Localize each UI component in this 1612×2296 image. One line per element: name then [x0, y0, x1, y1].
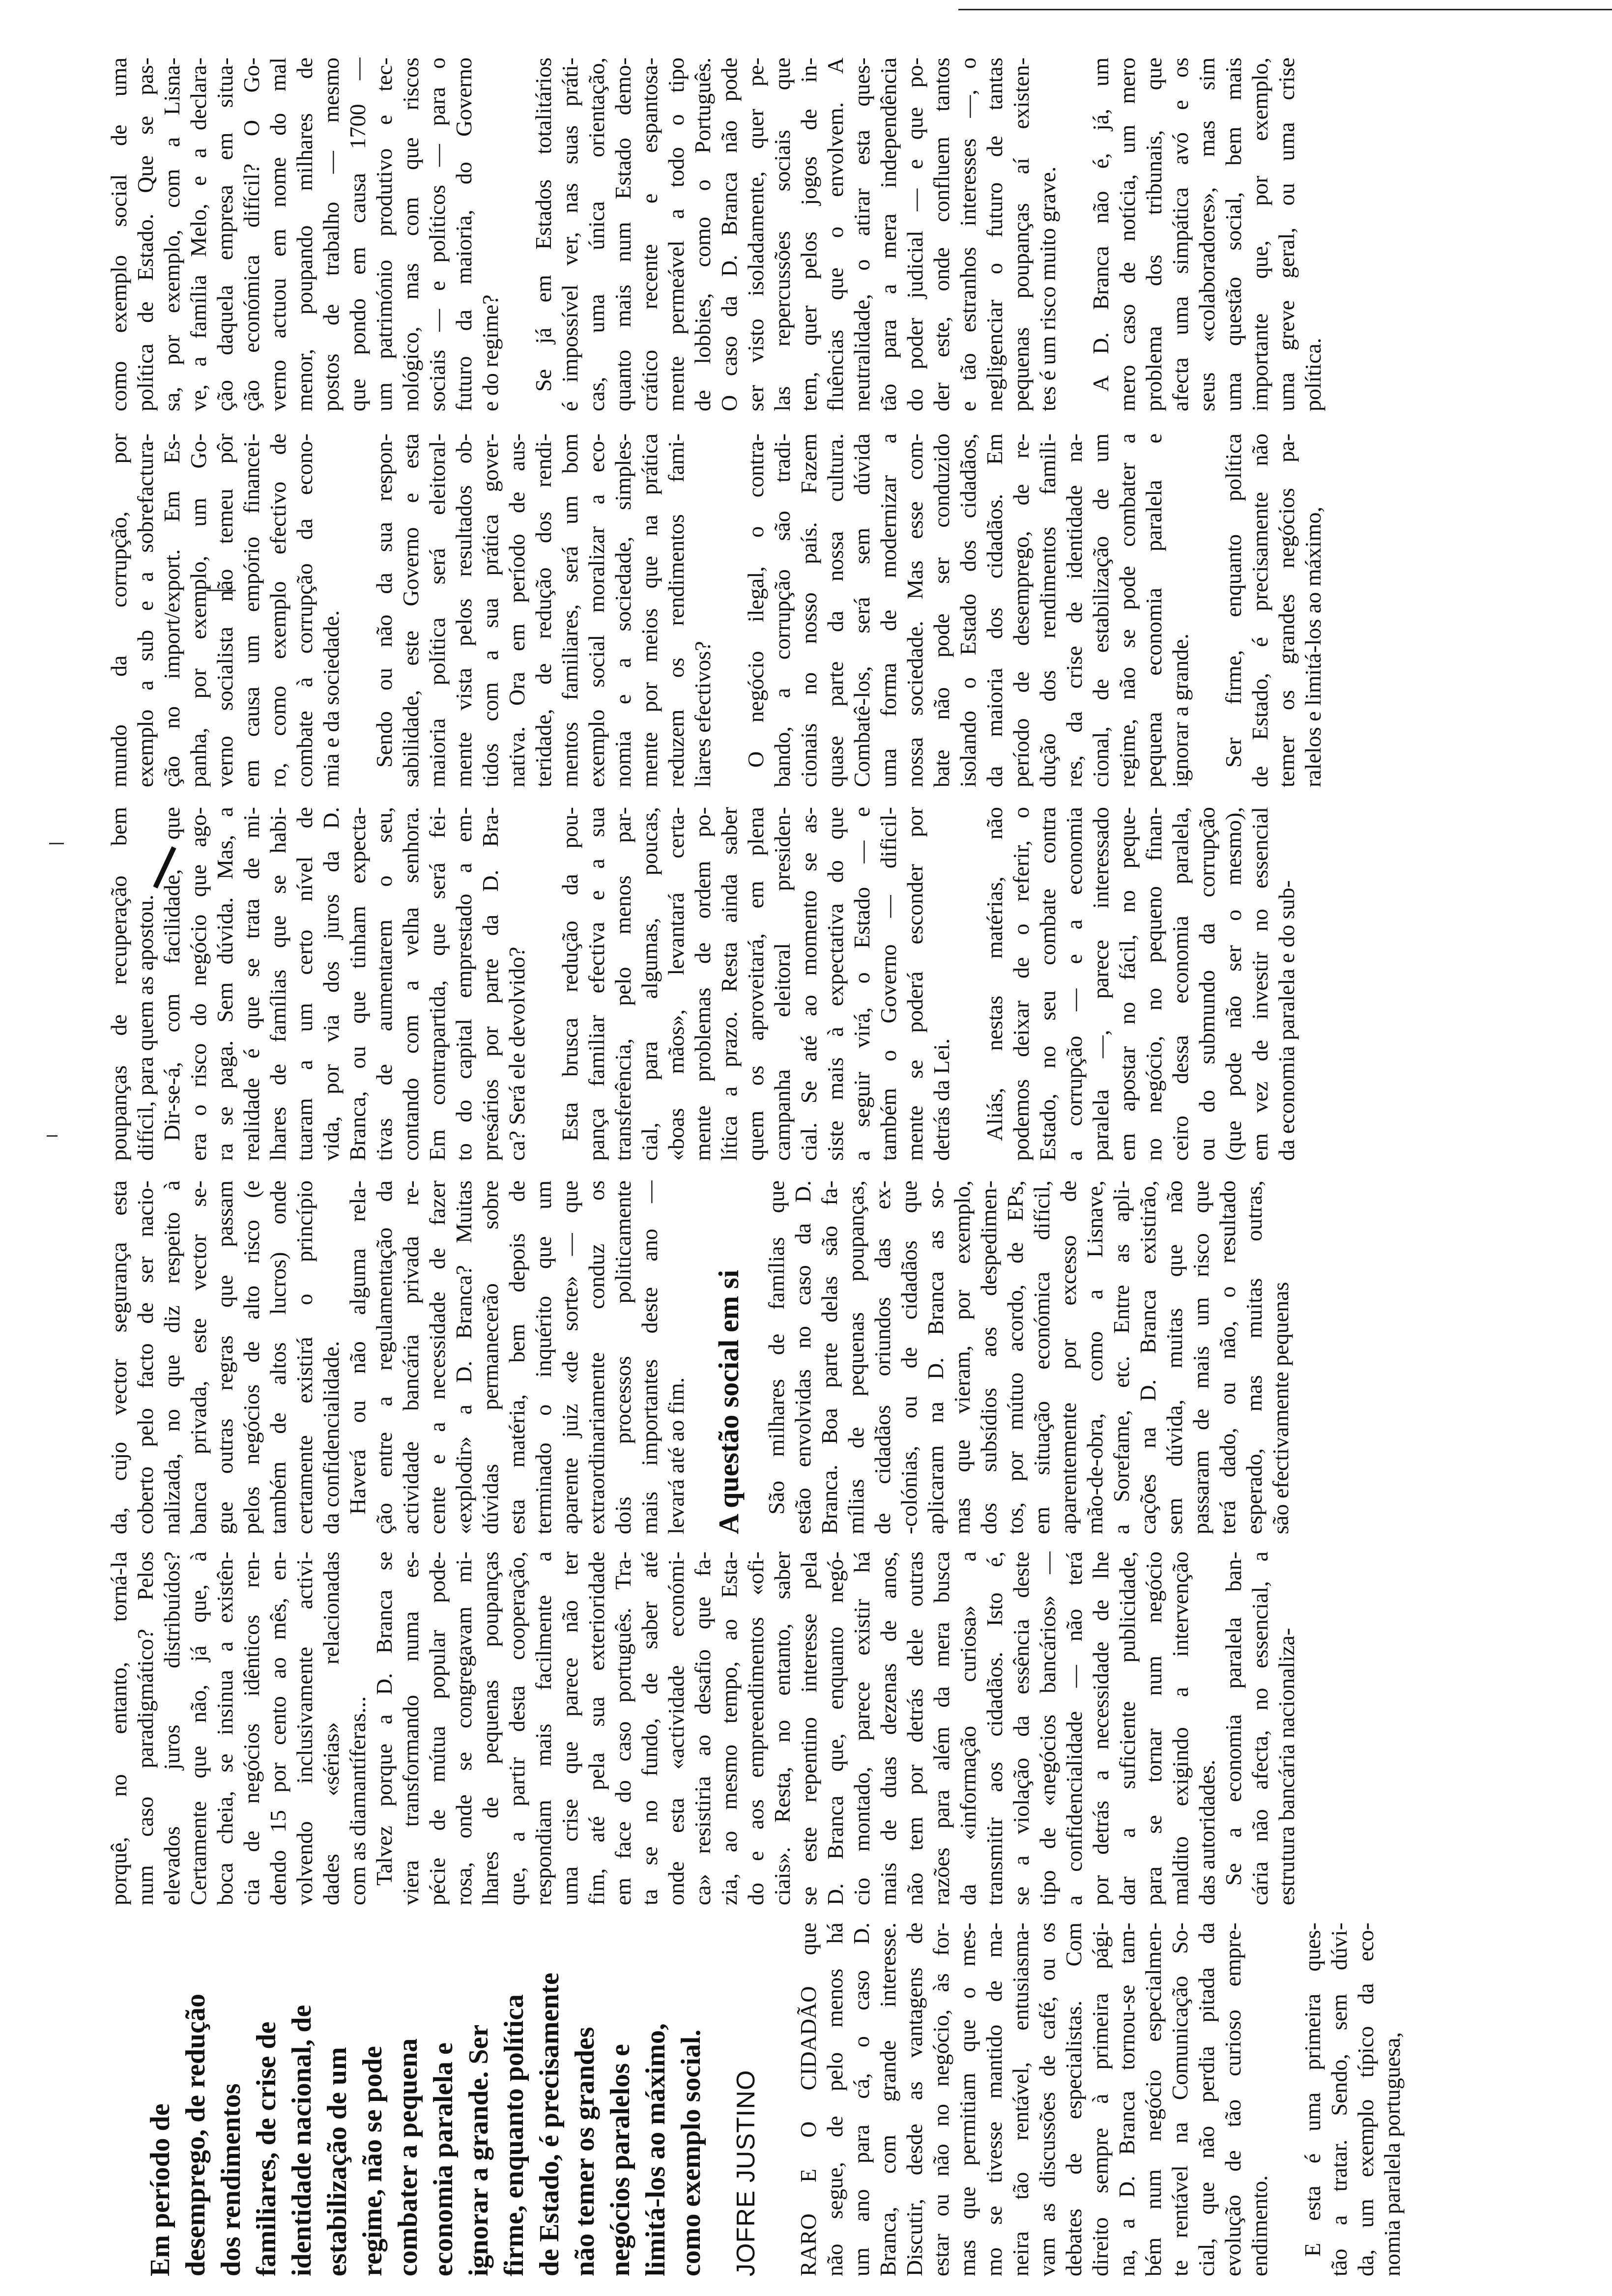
article-column-6: [106, 57, 1326, 411]
text-line: presários por parte da D. Bra-: [478, 807, 503, 1161]
text-line: isolando o Estado dos cidadãos,: [955, 433, 980, 787]
text-line: realidade é que se trata de mi-: [239, 807, 264, 1161]
text-line: coberto pelo facto de ser nacio-: [133, 1180, 158, 1534]
text-line: regime, não se pode: [357, 2046, 388, 2276]
text-line: dois processos politicamente: [610, 1180, 635, 1534]
text-line: dos subsídios aos despedimen-: [976, 1180, 1001, 1534]
text-line: bém num negócio especialmen-: [1141, 1923, 1166, 2276]
article-column-5: [106, 433, 1326, 787]
text-line: Branca. Boa parte delas são fa-: [817, 1180, 842, 1534]
text-line: São milhares de famílias que: [764, 1180, 789, 1515]
author-byline: [726, 1923, 766, 2276]
text-line: é impossível ver, nas suas práti-: [557, 57, 582, 411]
text-line: D. Branca que, enquanto negó-: [823, 1551, 848, 1905]
text-line: ralelos e limitá-los ao máximo,: [1300, 506, 1325, 787]
text-line: pança familiar efectiva e a sua: [584, 807, 609, 1161]
text-line: poupanças de recuperação bem: [106, 807, 131, 1161]
text-line: estar ou não no negócio, às for-: [928, 1923, 953, 2276]
text-line: ção no import/export. Em Es-: [159, 433, 184, 787]
text-line: ser visto isoladamente, quer pe-: [743, 57, 768, 411]
article-column-2: [106, 1551, 1300, 1905]
text-line: período de desemprego, de re-: [1008, 433, 1034, 787]
text-line: mais importantes deste ano —: [637, 1180, 662, 1534]
text-line: política.: [1300, 338, 1325, 411]
text-line: nossa sociedade. Mas esse com-: [902, 433, 927, 787]
text-line: A questão social em si: [713, 1269, 745, 1534]
text-line: temer os grandes negócios pa-: [1274, 433, 1299, 787]
text-line: elevados juros distribuídos?: [159, 1551, 184, 1905]
text-line: Certamente que não, já que, à: [186, 1551, 211, 1905]
text-line: que pondo em causa 1700 —: [345, 57, 370, 411]
text-line: Aliás, nestas matérias, não: [982, 807, 1007, 1141]
text-line: mo se tivesse mantido de ma-: [981, 1923, 1007, 2276]
text-line: difícil, para quem as apostou.: [133, 894, 158, 1161]
text-line: certamente existirá o princípio: [292, 1180, 317, 1534]
text-line: dução dos rendimentos famili-: [1035, 433, 1060, 787]
text-line: dos rendimentos: [216, 2083, 246, 2276]
text-line: ção económica difícil? O Go-: [239, 57, 264, 411]
text-line: Combatê-los, será sem dúvida: [849, 433, 874, 787]
text-line: cial, que não perdia pitada da: [1194, 1923, 1219, 2276]
text-line: a confidencialidade — não terá: [1062, 1551, 1087, 1905]
text-line: aplicaram na D. Branca as so-: [923, 1180, 948, 1534]
text-line: nalizada, no que diz respeito à: [159, 1180, 184, 1534]
text-line: importante que, por exemplo,: [1247, 57, 1272, 411]
text-line: a seguir virá, o Estado — e: [849, 807, 874, 1161]
article-column-1: [143, 1923, 1406, 2276]
text-line: liares efectivos?: [690, 641, 715, 787]
text-line: para se tornar num negócio: [1141, 1551, 1166, 1905]
text-line: terminado o inquérito que um: [531, 1180, 556, 1534]
text-line: sem dúvida, muitas que não: [1162, 1180, 1187, 1534]
paragraph: [106, 1180, 345, 1534]
text-line: esperado, mas muitas outras,: [1241, 1180, 1267, 1534]
text-line: uma questão social, bem mais: [1221, 57, 1246, 411]
text-line: panha, por exemplo, um Go-: [186, 433, 211, 787]
text-line: estabilização de um: [322, 2047, 352, 2276]
text-line: fluências que o envolvem. A: [823, 57, 848, 411]
text-line: viera transformando numa es-: [398, 1551, 423, 1905]
paragraph: [1088, 57, 1326, 411]
text-line: Dir-se-á, com facilidade, que: [159, 807, 184, 1141]
text-line: não segue, de pelo menos há: [822, 1923, 847, 2276]
text-line: em causa um empório financei-: [239, 433, 264, 787]
text-line: Em contrapartida, que será fei-: [425, 807, 450, 1161]
paragraph: [106, 1551, 371, 1905]
paragraph: [743, 433, 1194, 787]
text-line: cial. Se até ao momento se as-: [796, 807, 821, 1161]
text-line: contando com a velha senhora.: [398, 807, 423, 1161]
text-line: mente permeável a todo o tipo: [663, 57, 689, 411]
paragraph: [159, 807, 530, 1161]
text-line: de Estado, é precisamente: [534, 1973, 565, 2276]
text-line: «boas mãos», levantará certa-: [663, 807, 689, 1161]
text-line: mundo da corrupção, por: [106, 433, 131, 787]
text-line: desemprego, de redução: [180, 1994, 211, 2276]
text-line: esta matéria, bem depois de: [504, 1180, 529, 1534]
text-line: verno socialista não temeu pôr: [212, 433, 237, 787]
paragraph: [1220, 433, 1326, 787]
text-line: nomia paralela portuguesa,: [1380, 2032, 1405, 2276]
text-line: volvendo inclusivamente activi-: [292, 1551, 317, 1905]
text-line: Se já em Estados totalitários: [531, 57, 556, 392]
text-line: por detrás a necessidade de lhe: [1088, 1551, 1113, 1905]
text-line: boca cheia, se insinua a existên-: [212, 1551, 237, 1905]
text-line: se a violação da essência deste: [1008, 1551, 1034, 1905]
text-line: actividade bancária privada re-: [398, 1180, 423, 1534]
text-line: RARO E O CIDADÃO que: [796, 1923, 821, 2276]
text-line: O negócio ilegal, o contra-: [743, 433, 768, 768]
paragraph: [981, 807, 1300, 1161]
text-line: ta se no fundo, de saber até: [637, 1551, 662, 1905]
text-line: Sendo ou não da sua respon-: [372, 433, 397, 768]
text-line: (que pode não ser o mesmo),: [1221, 807, 1246, 1161]
text-line: a corrupção — e a economia: [1062, 807, 1087, 1161]
text-line: transferência, pelo menos par-: [610, 807, 635, 1161]
text-line: economia paralela e: [428, 2042, 459, 2276]
text-line: de Estado, é precisamente não: [1247, 433, 1272, 787]
text-line: ignorar a grande.: [1168, 633, 1193, 787]
text-line: der este, onde confluem tantos: [929, 57, 954, 411]
text-line: E esta é uma primeira ques-: [1300, 1923, 1325, 2257]
text-line: ignorar a grande. Ser: [463, 2024, 494, 2276]
text-line: cas, uma única orientação,: [584, 57, 609, 411]
text-line: cia de negócios idênticos ren-: [239, 1551, 264, 1905]
text-line: uma greve geral, ou uma crise: [1274, 57, 1299, 411]
text-line: ou do submundo da corrupção: [1194, 807, 1219, 1161]
text-line: problema dos tribunais, que: [1141, 57, 1166, 411]
text-line: da, cujo vector segurança esta: [106, 1180, 131, 1534]
text-line: afecta uma simpática avó e os: [1168, 57, 1193, 411]
text-line: lhares de famílias que se habi-: [265, 807, 290, 1161]
text-line: familiares, de crise de: [251, 2021, 282, 2276]
text-line: tuaram a um certo nível de: [292, 807, 317, 1161]
text-line: cações na D. Branca existirão,: [1135, 1180, 1160, 1534]
text-line: em face do caso português. Tra-: [610, 1551, 635, 1905]
text-line: evolução de tão curioso empre-: [1220, 1923, 1245, 2276]
text-line: são efectivamente pequenas: [1268, 1282, 1293, 1534]
text-line: e do regime?: [478, 294, 503, 411]
text-line: endimento.: [1247, 2175, 1272, 2276]
text-line: da economia paralela e do sub-: [1274, 880, 1299, 1161]
text-line: sociais — e políticos — para o: [425, 57, 450, 411]
text-line: como exemplo social.: [676, 2029, 706, 2276]
text-line: mentos familiares, será um bom: [557, 433, 582, 787]
text-line: dades «sérias» relacionadas: [318, 1551, 344, 1905]
text-line: nativa. Ora em período de aus-: [504, 433, 529, 787]
text-line: Se a economia paralela ban-: [1221, 1551, 1246, 1886]
text-line: tes é um risco muito grave.: [1035, 166, 1060, 411]
text-line: fim, até pela sua exterioridade: [584, 1551, 609, 1905]
text-line: de cidadãos oriundos das ex-: [870, 1180, 895, 1534]
text-line: bando, a corrupção são tradi-: [770, 433, 795, 787]
text-line: de lobbies, como o Português.: [690, 57, 715, 411]
text-line: combate à corrupção da econo-: [292, 433, 317, 787]
text-line: ca? Será ele devolvido?: [504, 947, 529, 1161]
text-line: pequenas poupanças aí existen-: [1008, 57, 1034, 411]
text-line: pelos negócios de alto risco (e: [239, 1180, 264, 1534]
text-line: Branca, com grande interesse.: [875, 1923, 900, 2276]
text-line: estão envolvidas no caso da D.: [790, 1180, 815, 1534]
text-line: maldito exigindo a intervenção: [1168, 1551, 1193, 1905]
text-line: cente e a necessidade de fazer: [425, 1180, 450, 1534]
text-line: ca» resistiria ao desafio que fa-: [690, 1551, 715, 1905]
text-line: mia e da sociedade.: [318, 610, 344, 787]
text-line: mente se poderá esconder por: [902, 807, 927, 1161]
text-line: nológico, mas com que riscos: [398, 57, 423, 411]
text-line: ceiro dessa economia paralela,: [1168, 807, 1193, 1161]
text-line: limitá-los ao máximo,: [640, 2023, 671, 2276]
text-line: levará até ao fim.: [663, 1377, 689, 1534]
text-line: te rentável na Comunicação So-: [1167, 1923, 1192, 2276]
text-line: tivas de aumentarem o seu,: [372, 807, 397, 1161]
text-line: tidos com a sua prática gover-: [478, 433, 503, 787]
text-line: -colónias, ou de cidadãos que: [896, 1180, 921, 1534]
text-line: futuro da maioria, do Governo: [451, 57, 476, 411]
text-line: também o Governo — dificil-: [876, 807, 901, 1161]
text-line: paralela —, parece interessado: [1088, 807, 1113, 1161]
paragraph: [763, 1180, 1294, 1534]
text-line: num caso paradigmático? Pelos: [133, 1551, 158, 1905]
article-column-4: [106, 807, 1300, 1161]
text-line: da maioria dos cidadãos. Em: [982, 433, 1007, 787]
text-line: teridade, de redução dos rendi-: [531, 433, 556, 787]
text-line: ra se paga. Sem dúvida. Mas, a: [212, 807, 237, 1161]
text-line: vida, por via dos juros da D.: [318, 807, 344, 1161]
text-line: era o risco do negócio que ago-: [186, 807, 211, 1161]
text-line: «explodir» a D. Branca? Muitas: [451, 1180, 476, 1534]
text-line: um ano para cá, o caso D.: [849, 1923, 874, 2276]
text-line: se este repentino interesse pela: [796, 1551, 821, 1905]
text-line: transmitir aos cidadãos. Isto é,: [982, 1551, 1007, 1905]
text-line: mas que vieram, por exemplo,: [950, 1180, 975, 1534]
text-line: aparentemente por excesso de: [1056, 1180, 1081, 1534]
text-line: cária não afecta, no essencial, a: [1247, 1551, 1272, 1905]
text-line: Branca, ou que tinham expecta-: [345, 807, 370, 1161]
paragraph: [345, 1180, 690, 1534]
text-line: postos de trabalho — mesmo: [318, 57, 344, 411]
text-line: mas que permitiam que o mes-: [955, 1923, 980, 2276]
text-line: neira tão rentável, entusiasma-: [1008, 1923, 1033, 2276]
text-line: ve, a família Melo, e a declara-: [186, 57, 211, 411]
section-heading: [709, 1180, 748, 1534]
text-line: tão a tratar. Sendo, sem dúvi-: [1326, 1923, 1352, 2276]
text-line: mais de duas dezenas de anos,: [876, 1551, 901, 1905]
text-line: tipo de «negócios bancários» —: [1035, 1551, 1060, 1905]
text-line: terá dado, ou não, o resultado: [1215, 1180, 1240, 1534]
text-line: podemos deixar de o referir, o: [1008, 807, 1034, 1161]
text-line: JOFRE JUSTINO: [732, 2069, 760, 2276]
text-line: aparente juiz «de sorte» — que: [557, 1180, 582, 1534]
paragraph: [795, 1923, 1273, 2276]
text-line: Talvez porque a D. Branca se: [372, 1551, 397, 1886]
text-line: uma crise que parece não ter: [557, 1551, 582, 1905]
text-line: das autoridades.: [1194, 1759, 1219, 1905]
text-line: verno actuou em nome do mal: [265, 57, 290, 411]
text-line: firme, enquanto política: [499, 1994, 529, 2276]
text-line: quanto mais num Estado demo-: [610, 57, 635, 411]
paragraph: [557, 807, 955, 1161]
text-line: Haverá ou não alguma rela-: [345, 1180, 370, 1515]
text-line: O caso da D. Branca não pode: [717, 57, 742, 411]
text-line: política de Estado. Que se pas-: [133, 57, 158, 411]
text-line: que, a partir desta cooperação,: [504, 1551, 529, 1905]
lead-summary: [143, 1923, 709, 2276]
text-line: dendo 15 por cento ao mês, en-: [265, 1551, 290, 1905]
text-line: exemplo a sub e a sobrefactura-: [133, 433, 158, 787]
text-line: combater a pequena: [393, 2038, 423, 2276]
text-line: um património produtivo e tec-: [372, 57, 397, 411]
text-line: Esta brusca redução da pou-: [557, 807, 582, 1141]
text-line: mente por meios que na prática: [637, 433, 662, 787]
text-line: porquê, no entanto, torná-la: [106, 1551, 131, 1905]
text-line: maioria política será eleitoral-: [425, 433, 450, 787]
text-line: pequena economia paralela e: [1141, 433, 1166, 787]
text-line: tem, quer pelos jogos de in-: [796, 57, 821, 411]
text-line: to do capital emprestado a em-: [451, 807, 476, 1161]
text-line: mero caso de notícia, um mero: [1115, 57, 1140, 411]
paragraph: [106, 57, 504, 411]
text-line: campanha eleitoral presiden-: [770, 807, 795, 1161]
text-line: como exemplo social de uma: [106, 57, 131, 411]
text-line: gue outras regras que passam: [212, 1180, 237, 1534]
text-line: não tem por detrás dele outras: [902, 1551, 927, 1905]
text-line: e tão estranhos interesses —, o: [955, 57, 980, 411]
text-line: mão-de-obra, como a Lisnave,: [1082, 1180, 1107, 1534]
paragraph: [1220, 1551, 1300, 1905]
text-line: em vez de investir no essencial: [1247, 807, 1272, 1161]
text-line: quase parte da nossa cultura.: [823, 433, 848, 787]
text-line: A D. Branca não é, já, um: [1088, 57, 1113, 392]
text-line: a Sorefame, etc. Entre as apli-: [1109, 1180, 1134, 1534]
text-line: lítica a prazo. Resta ainda saber: [717, 807, 742, 1161]
text-line: mílias de pequenas poupanças,: [843, 1180, 868, 1534]
text-line: bate não pode ser conduzido: [929, 433, 954, 787]
text-line: Estado, no seu combate contra: [1035, 807, 1060, 1161]
text-line: do e aos empreendimentos «ofi-: [743, 1551, 768, 1905]
text-line: da «informação curiosa» a: [955, 1551, 980, 1905]
paragraph: [530, 57, 1061, 411]
paragraph: [106, 807, 159, 1161]
text-line: res, da crise de identidade na-: [1062, 433, 1087, 787]
paragraph: [106, 433, 345, 787]
text-line: não temer os grandes: [570, 2027, 600, 2276]
text-line: dar a suficiente publicidade,: [1115, 1551, 1140, 1905]
text-line: quem os aproveitará, em plena: [743, 807, 768, 1161]
text-line: mente vista pelos resultados ob-: [451, 433, 476, 787]
paragraph: [371, 1551, 1220, 1905]
text-line: pécie de mútua popular pode-: [425, 1551, 450, 1905]
text-line: ção entre a regulamentação da: [372, 1180, 397, 1534]
text-line: reduzem os rendimentos fami-: [663, 433, 689, 787]
text-line: exemplo social moralizar a eco-: [584, 433, 609, 787]
text-line: identidade nacional, de: [287, 2005, 317, 2276]
text-line: passaram de mais um risco que: [1188, 1180, 1213, 1534]
text-line: crático recente e espantosa-: [637, 57, 662, 411]
text-line: em apostar no fácil, no peque-: [1115, 807, 1140, 1161]
text-line: em situação económica difícil,: [1029, 1180, 1054, 1534]
text-line: detrás da Lei.: [929, 1038, 954, 1161]
text-line: estrutura bancária nacionaliza-: [1274, 1628, 1299, 1905]
text-line: siste mais à expectativa do que: [823, 807, 848, 1161]
text-line: lhares de pequenas poupanças: [478, 1551, 503, 1905]
text-line: cional, de estabilização de um: [1088, 433, 1113, 787]
text-line: Em período de: [145, 2103, 175, 2276]
text-line: no negócio, no pequeno finan-: [1141, 807, 1166, 1161]
text-line: respondiam mais facilmente a: [531, 1551, 556, 1905]
text-line: sabilidade, este Governo e esta: [398, 433, 423, 787]
text-line: do poder judicial — e que po-: [902, 57, 927, 411]
text-line: uma forma de modernizar a: [876, 433, 901, 787]
text-line: regime, não se pode combater a: [1115, 433, 1140, 787]
text-line: dúvidas permanecerão sobre: [478, 1180, 503, 1534]
text-line: tos, por mútuo acordo, de EPs,: [1003, 1180, 1028, 1534]
text-line: tão para a mera independência: [876, 57, 901, 411]
text-line: nomia e a sociedade, simples-: [610, 433, 635, 787]
text-line: vam as discussões de café, ou os: [1035, 1923, 1060, 2276]
text-line: cionais no nosso país. Fazem: [796, 433, 821, 787]
text-line: também de altos lucros) onde: [265, 1180, 290, 1534]
text-line: Ser firme, enquanto política: [1221, 433, 1246, 768]
text-line: mente problemas de ordem po-: [690, 807, 715, 1161]
text-line: com as diamantíferas...: [345, 1696, 370, 1905]
text-line: cio montado, parece existir há: [849, 1551, 874, 1905]
text-line: Discutir, desde as vantagens de: [902, 1923, 927, 2276]
text-line: seus «colaboradores», mas sim: [1194, 57, 1219, 411]
text-line: banca privada, este vector se-: [186, 1180, 211, 1534]
text-line: las repercussões sociais que: [770, 57, 795, 411]
article-column-3: [106, 1180, 1294, 1534]
text-line: na, a D. Branca tornou-se tam-: [1114, 1923, 1139, 2276]
text-line: debates de especialistas. Com: [1061, 1923, 1086, 2276]
text-line: razões para além da mera busca: [929, 1551, 954, 1905]
text-line: da, um exemplo típico da eco-: [1353, 1923, 1378, 2276]
paragraph: [1299, 1923, 1406, 2276]
text-line: negócios paralelos e: [605, 2044, 635, 2276]
text-line: cial, para algumas, poucas,: [637, 807, 662, 1161]
text-line: sa, por exemplo, com a Lisna-: [159, 57, 184, 411]
text-line: neutralidade, o atirar esta ques-: [849, 57, 874, 411]
text-line: direito sempre à primeira pági-: [1088, 1923, 1113, 2276]
text-line: ciais». Resta, no entanto, saber: [770, 1551, 795, 1905]
text-line: zia, ao mesmo tempo, ao Esta-: [717, 1551, 742, 1905]
text-line: menor, poupando milhares de: [292, 57, 317, 411]
text-line: da confidencialidade.: [318, 1341, 344, 1534]
text-line: rosa, onde se congregavam mi-: [451, 1551, 476, 1905]
text-line: onde esta «actividade económi-: [663, 1551, 689, 1905]
paragraph: [371, 433, 716, 787]
text-line: ção daquela empresa em situa-: [212, 57, 237, 411]
text-line: extraordinariamente conduz os: [584, 1180, 609, 1534]
text-line: ro, como exemplo efectivo de: [265, 433, 290, 787]
text-line: negligenciar o futuro de tantas: [982, 57, 1007, 411]
